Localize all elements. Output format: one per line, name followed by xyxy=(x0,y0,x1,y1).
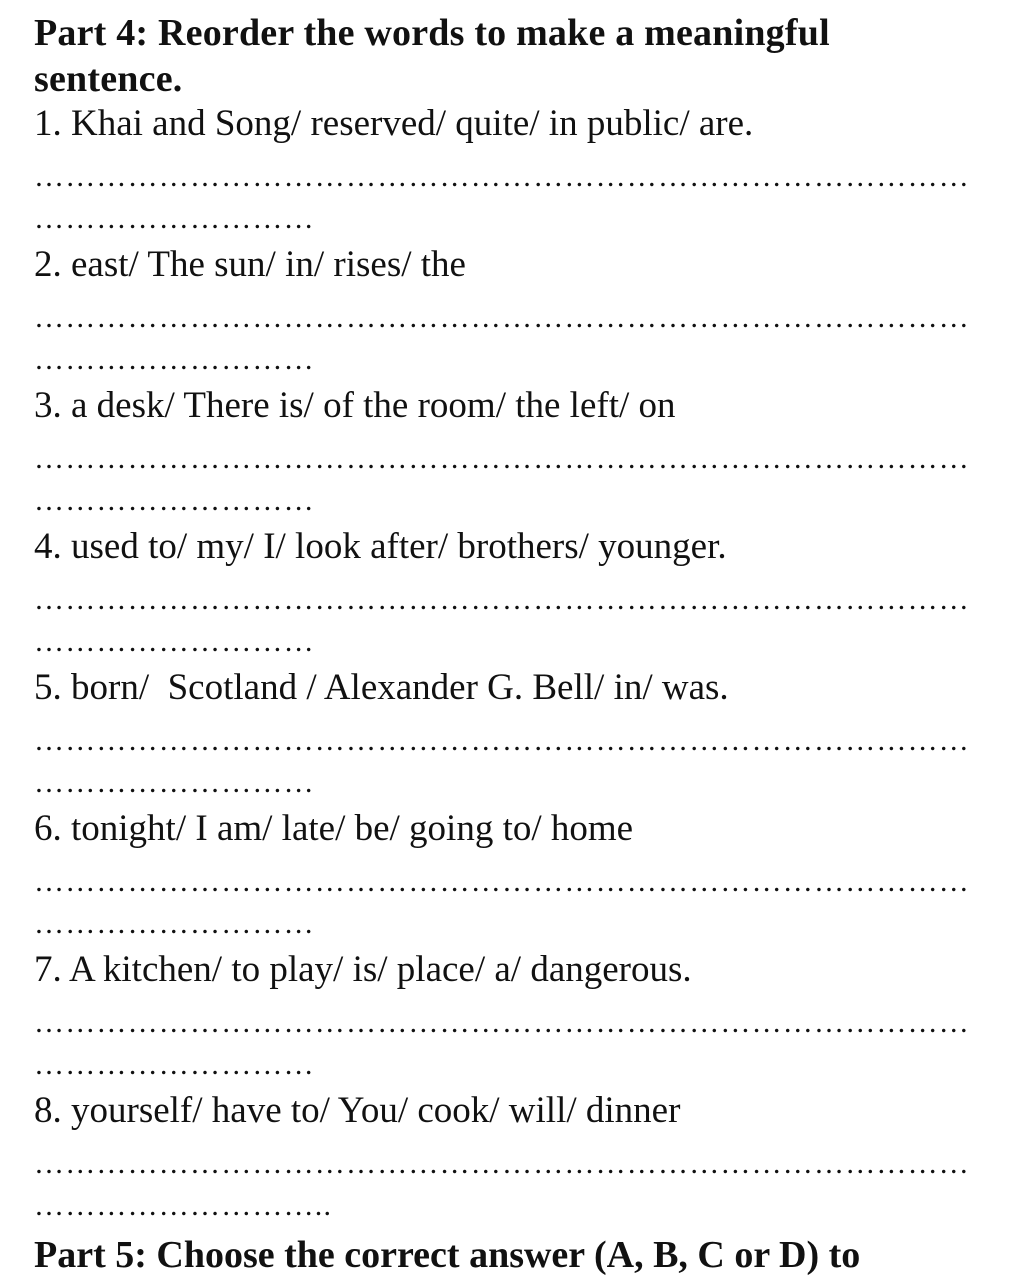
answer-line: ……………………………………………………………………………… xyxy=(34,303,970,333)
answer-line: ……………………………………………………………………………… xyxy=(34,162,970,192)
answer-line-continuation: ……………………… xyxy=(34,486,315,516)
exercise-prompt: 8. yourself/ have to/ You/ cook/ will/ dinner xyxy=(34,1090,681,1131)
answer-line: ……………………………………………………………………………… xyxy=(34,585,970,615)
exercise-item-3 xyxy=(34,384,1024,525)
exercise-item-5 xyxy=(34,666,1024,807)
exercise-item-4 xyxy=(34,525,1024,666)
answer-line-continuation: ……………………… xyxy=(34,768,315,798)
answer-line-continuation: ……………………….. xyxy=(34,1191,333,1221)
exercise-prompt: 1. Khai and Song/ reserved/ quite/ in public/ are. xyxy=(34,103,754,144)
answer-line: ……………………………………………………………………………… xyxy=(34,444,970,474)
part-4-title xyxy=(34,10,1024,102)
exercise-item-8 xyxy=(34,1089,1024,1230)
answer-line-continuation: ……………………… xyxy=(34,204,315,234)
answer-line-continuation: ……………………… xyxy=(34,909,315,939)
exercise-item-2 xyxy=(34,243,1024,384)
answer-line-continuation: ……………………… xyxy=(34,345,315,375)
exercise-prompt: 5. born/ Scotland / Alexander G. Bell/ in/ was. xyxy=(34,667,729,708)
exercise-prompt: 6. tonight/ I am/ late/ be/ going to/ home xyxy=(34,808,634,849)
answer-line-continuation: ……………………… xyxy=(34,627,315,657)
worksheet-page xyxy=(34,10,1024,1230)
answer-line: ……………………………………………………………………………… xyxy=(34,1008,970,1038)
exercise-prompt: 4. used to/ my/ I/ look after/ brothers/ younger. xyxy=(34,526,727,567)
part-5-title-cutoff: Part 5: Choose the correct answer (A, B, C or D) to xyxy=(34,1234,861,1276)
exercise-prompt: 2. east/ The sun/ in/ rises/ the xyxy=(34,244,466,285)
part-4-title-line1: Part 4: Reorder the words to make a meaningful xyxy=(34,12,830,54)
answer-line-continuation: ……………………… xyxy=(34,1050,315,1080)
answer-line: ……………………………………………………………………………… xyxy=(34,867,970,897)
exercise-item-7 xyxy=(34,948,1024,1089)
exercise-prompt: 7. A kitchen/ to play/ is/ place/ a/ dangerous. xyxy=(34,949,692,990)
answer-line: ……………………………………………………………………………… xyxy=(34,1149,970,1179)
exercise-list xyxy=(34,102,1024,1230)
part-4-title-line2: sentence. xyxy=(34,58,183,100)
exercise-item-1 xyxy=(34,102,1024,243)
exercise-prompt: 3. a desk/ There is/ of the room/ the left/ on xyxy=(34,385,676,426)
exercise-item-6 xyxy=(34,807,1024,948)
answer-line: ……………………………………………………………………………… xyxy=(34,726,970,756)
